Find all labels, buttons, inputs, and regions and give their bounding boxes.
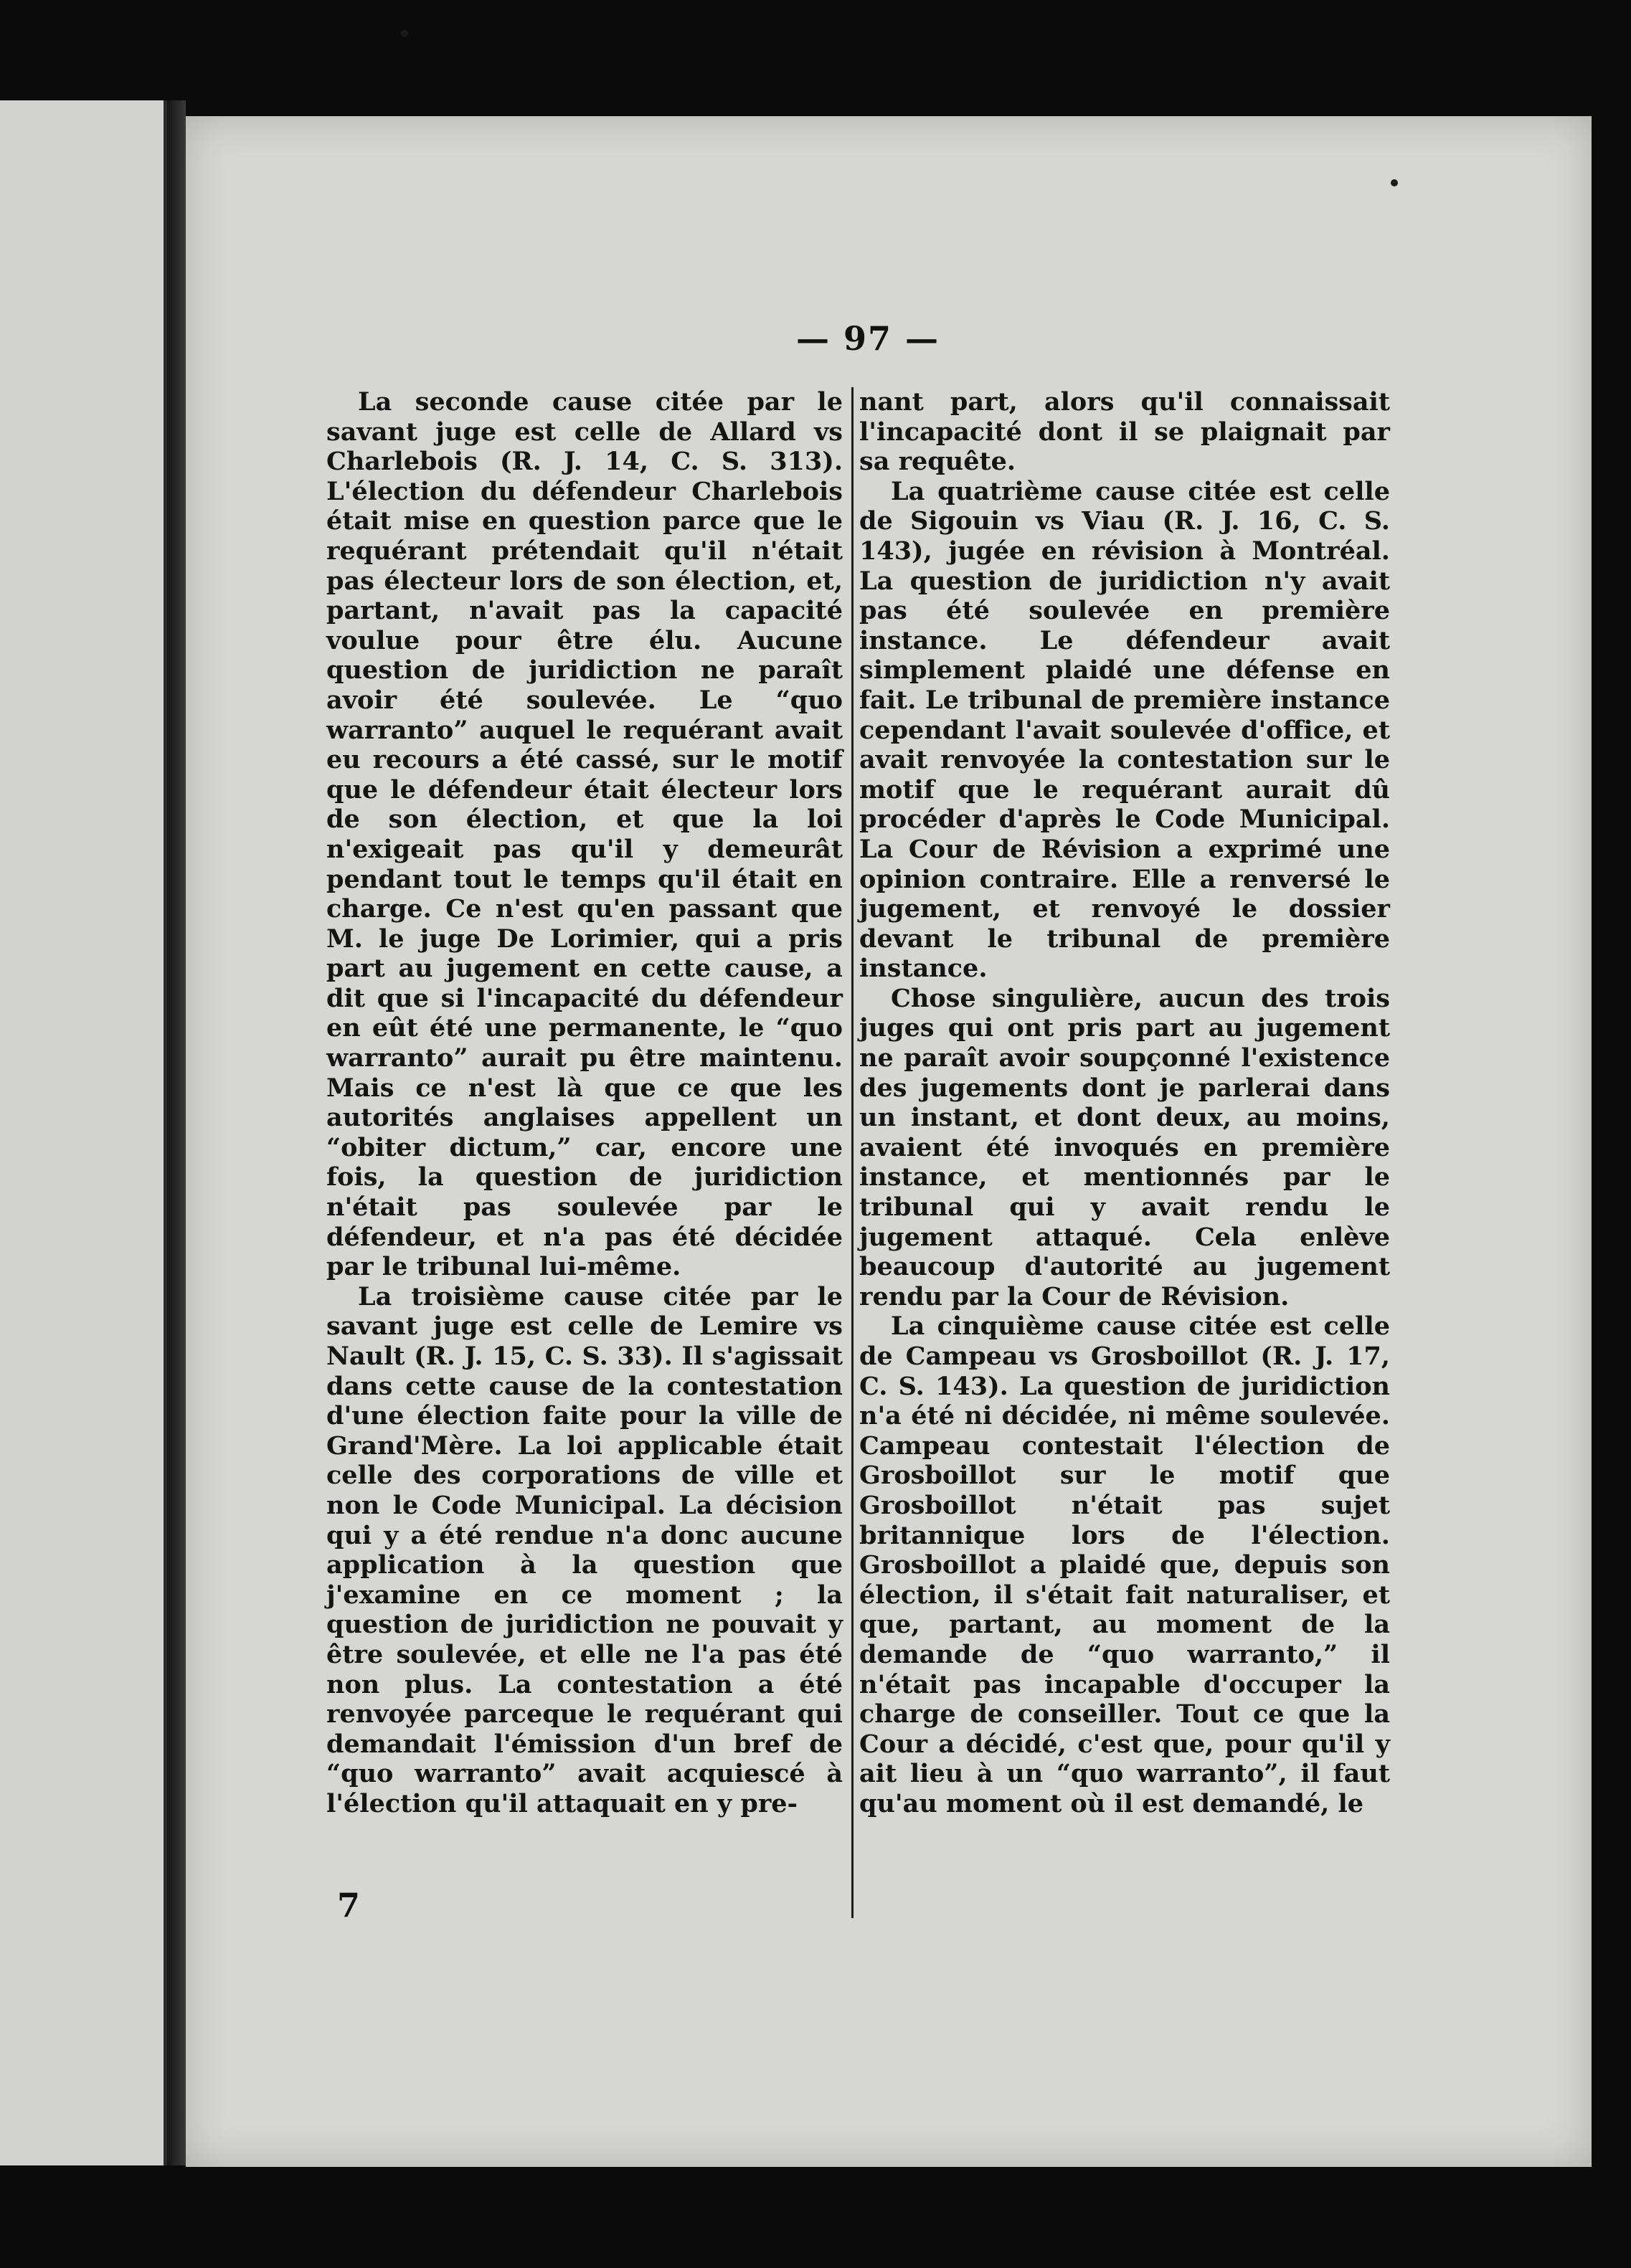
paragraph: La seconde cause citée par le savant juge est celle de Allard vs Charlebois (R. J. 14, C. S. 313). L'élection du défendeur Charlebois était mise en question parce que le requérant prétendait qu'il n'était pas électeur lors de son élection, et, partant, n'avait pas la capacité voulue pour être élu. Aucune question de juridiction ne paraît avoir été soulevée. Le “quo warranto” auquel le requérant avait eu recours a été cassé, sur le motif que le défendeur était électeur lors de son élection, et que la loi n'exigeait pas qu'il y demeurât pendant tout le temps qu'il était en charge. Ce n'est qu'en passant que M. le juge De Lorimier, qui a pris part au jugement en cette cause, a dit que si l'incapacité du défendeur en eût été une permanente, le “quo warranto” aurait pu être maintenu. Mais ce n'est là que ce que les autorités anglaises appellent un “obiter dictum,” car, encore une fois, la question de juridiction n'était pas soulevée par le défendeur, et n'a pas été décidée par le tribunal lui-même. <box>326 387 843 1282</box>
speck-mark <box>1391 179 1398 186</box>
column-divider <box>851 387 854 1918</box>
speck-mark <box>401 30 408 37</box>
paragraph: nant part, alors qu'il connaissait l'incapacité dont il se plaignait par sa requête. <box>859 387 1390 477</box>
paragraph: La troisième cause citée par le savant juge est celle de Lemire vs Nault (R. J. 15, C. S. 33). Il s'agissait dans cette cause de la contestation d'une élection faite pour la ville de Grand'Mère. La loi applicable était celle des corporations de ville et non le Code Municipal. La décision qui y a été rendue n'a donc aucune application à la question que j'examine en ce moment ; la question de juridiction ne pouvait y être soulevée, et elle ne l'a pas été non plus. La contestation a été renvoyée parceque le requérant qui demandait l'émission d'un bref de “quo warranto” avait acquiescé à l'élection qu'il attaquait en y pre- <box>326 1281 843 1818</box>
left-column <box>326 387 843 1819</box>
paragraph: La cinquième cause citée est celle de Campeau vs Grosboillot (R. J. 17, C. S. 143). La question de juridiction n'a été ni décidée, ni même soulevée. Campeau contestait l'élection de Grosboillot sur le motif que Grosboillot n'était pas sujet britannique lors de l'élection. Grosboillot a plaidé que, depuis son élection, il s'était fait naturaliser, et que, partant, au moment de la demande de “quo warranto,” il n'était pas incapable d'occuper la charge de conseiller. Tout ce que la Cour a décidé, c'est que, pour qu'il y ait lieu à un “quo warranto”, il faut qu'au moment où il est demandé, le <box>859 1311 1390 1818</box>
right-column <box>859 387 1390 1819</box>
book-gutter <box>167 100 186 2165</box>
page-number: — 97 — <box>795 319 940 358</box>
paragraph: Chose singulière, aucun des trois juges qui ont pris part au jugement ne paraît avoir soupçonné l'existence des jugements dont je parlerai dans un instant, et dont deux, au moins, avaient été invoqués en première instance, et mentionnés par le tribunal qui y avait rendu le jugement attaqué. Cela enlève beaucoup d'autorité au jugement rendu par la Cour de Révision. <box>859 983 1390 1311</box>
signature-mark: 7 <box>337 1886 361 1925</box>
left-page-edge <box>0 100 167 2165</box>
paragraph: La quatrième cause citée est celle de Sigouin vs Viau (R. J. 16, C. S. 143), jugée en révision à Montréal. La question de juridiction n'y avait pas été soulevée en première instance. Le défendeur avait simplement plaidé une défense en fait. Le tribunal de première instance cependant l'avait soulevée d'office, et avait renvoyée la contestation sur le motif que le requérant aurait dû procéder d'après le Code Municipal. La Cour de Révision a exprimé une opinion contraire. Elle a renversé le jugement, et renvoyé le dossier devant le tribunal de première instance. <box>859 476 1390 984</box>
